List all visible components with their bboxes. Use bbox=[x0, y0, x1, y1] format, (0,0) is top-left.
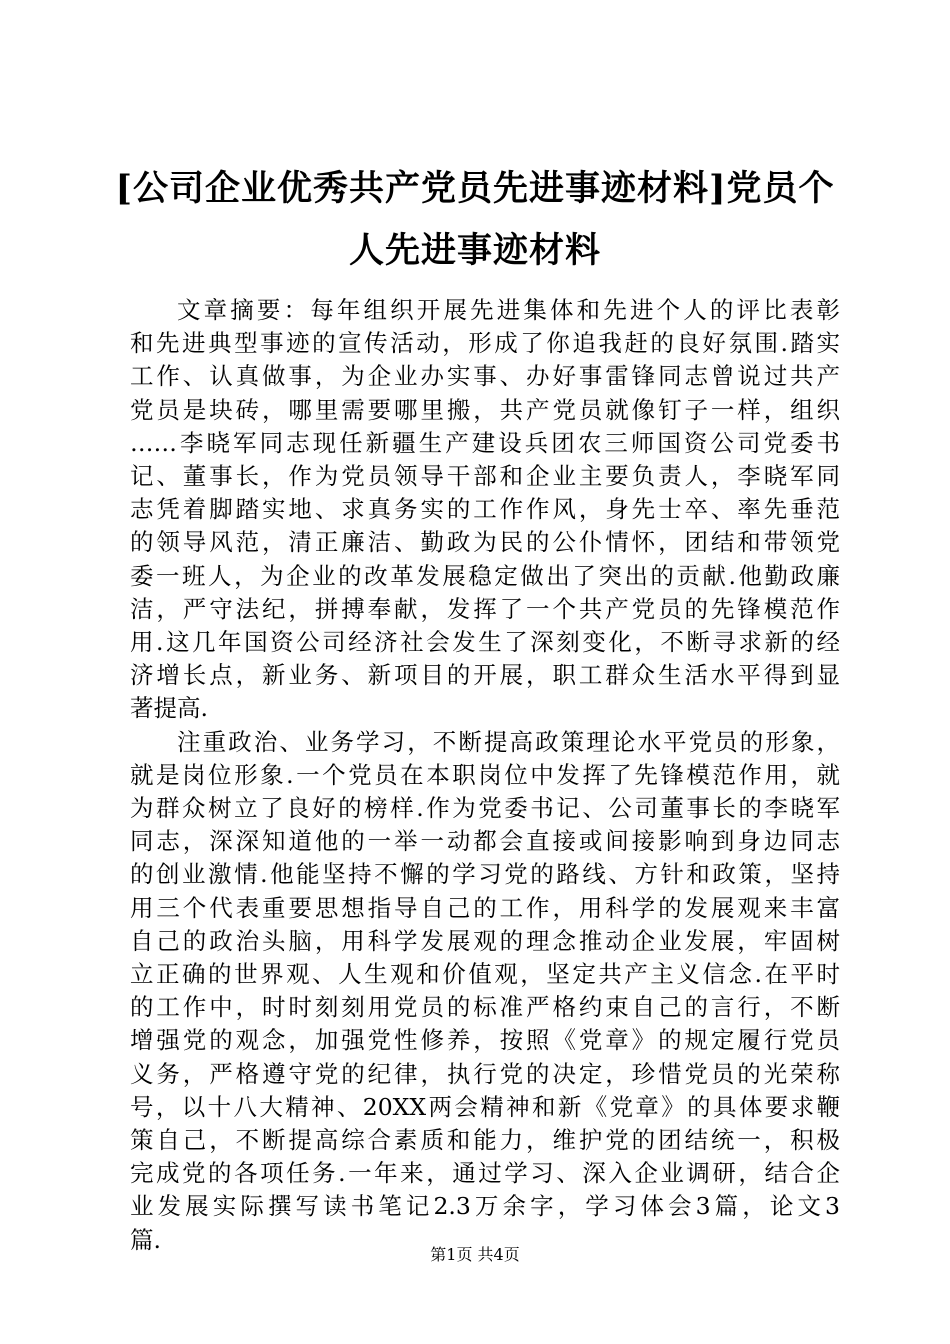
text-line: 义务，严格遵守党的纪律，执行党的决定，珍惜党员的光荣称 bbox=[130, 1059, 840, 1088]
text-line: 业发展实际撰写读书笔记2.3万余字，学习体会3篇，论文3 bbox=[130, 1192, 840, 1221]
document-title bbox=[100, 158, 850, 282]
text-line: 增强党的观念，加强党性修养，按照《党章》的规定履行党员 bbox=[130, 1026, 840, 1055]
text-line: 立正确的世界观、人生观和价值观，坚定共产主义信念.在平时 bbox=[130, 960, 840, 989]
text-line: 同志，深深知道他的一举一动都会直接或间接影响到身边同志 bbox=[130, 827, 840, 856]
text-line: 用三个代表重要思想指导自己的工作，用科学的发展观来丰富 bbox=[130, 893, 840, 922]
text-line: 著提高. bbox=[130, 694, 208, 723]
text-line: 策自己，不断提高综合素质和能力，维护党的团结统一，积极 bbox=[130, 1126, 840, 1155]
text-line: 记、董事长，作为党员领导干部和企业主要负责人，李晓军同 bbox=[130, 462, 840, 491]
text-line: 篇. bbox=[130, 1225, 161, 1254]
document-body bbox=[130, 294, 840, 1257]
text-line: 号，以十八大精神、20XX两会精神和新《党章》的具体要求鞭 bbox=[130, 1092, 840, 1121]
text-line: 文章摘要：每年组织开展先进集体和先进个人的评比表彰 bbox=[177, 296, 840, 324]
text-line: 志凭着脚踏实地、求真务实的工作作风，身先士卒、率先垂范 bbox=[130, 495, 840, 524]
paragraph bbox=[130, 294, 840, 726]
text-line: 就是岗位形象.一个党员在本职岗位中发挥了先锋模范作用，就 bbox=[130, 760, 840, 789]
title-line: [公司企业优秀共产党员先进事迹材料]党员个 bbox=[115, 168, 835, 209]
text-line: 完成党的各项任务.一年来，通过学习、深入企业调研，结合企 bbox=[130, 1159, 840, 1188]
text-line: 注重政治、业务学习，不断提高政策理论水平党员的形象， bbox=[177, 727, 840, 756]
page-footer: 第1页 共4页 bbox=[430, 1245, 520, 1264]
text-line: 和先进典型事迹的宣传活动，形成了你追我赶的良好氛围.踏实 bbox=[130, 329, 840, 358]
text-line: ……李晓军同志现任新疆生产建设兵团农三师国资公司党委书 bbox=[130, 428, 840, 457]
title-line: 人先进事迹材料 bbox=[348, 230, 601, 271]
text-line: 为群众树立了良好的榜样.作为党委书记、公司董事长的李晓军 bbox=[130, 794, 840, 823]
text-line: 的工作中，时时刻刻用党员的标准严格约束自己的言行，不断 bbox=[130, 993, 840, 1022]
text-line: 用.这几年国资公司经济社会发生了深刻变化，不断寻求新的经 bbox=[130, 628, 840, 657]
text-line: 工作、认真做事，为企业办实事、办好事雷锋同志曾说过共产 bbox=[130, 362, 840, 391]
text-line: 济增长点，新业务、新项目的开展，职工群众生活水平得到显 bbox=[130, 661, 840, 690]
text-line: 的领导风范，清正廉洁、勤政为民的公仆情怀，团结和带领党 bbox=[130, 528, 840, 557]
text-line: 自己的政治头脑，用科学发展观的理念推动企业发展，牢固树 bbox=[130, 926, 840, 955]
text-line: 党员是块砖，哪里需要哪里搬，共产党员就像钉子一样，组织 bbox=[130, 395, 840, 424]
text-line: 的创业激情.他能坚持不懈的学习党的路线、方针和政策，坚持 bbox=[130, 860, 840, 889]
paragraph bbox=[130, 726, 840, 1257]
text-line: 委一班人，为企业的改革发展稳定做出了突出的贡献.他勤政廉 bbox=[130, 561, 840, 590]
text-line: 洁，严守法纪，拼搏奉献，发挥了一个共产党员的先锋模范作 bbox=[130, 594, 840, 623]
